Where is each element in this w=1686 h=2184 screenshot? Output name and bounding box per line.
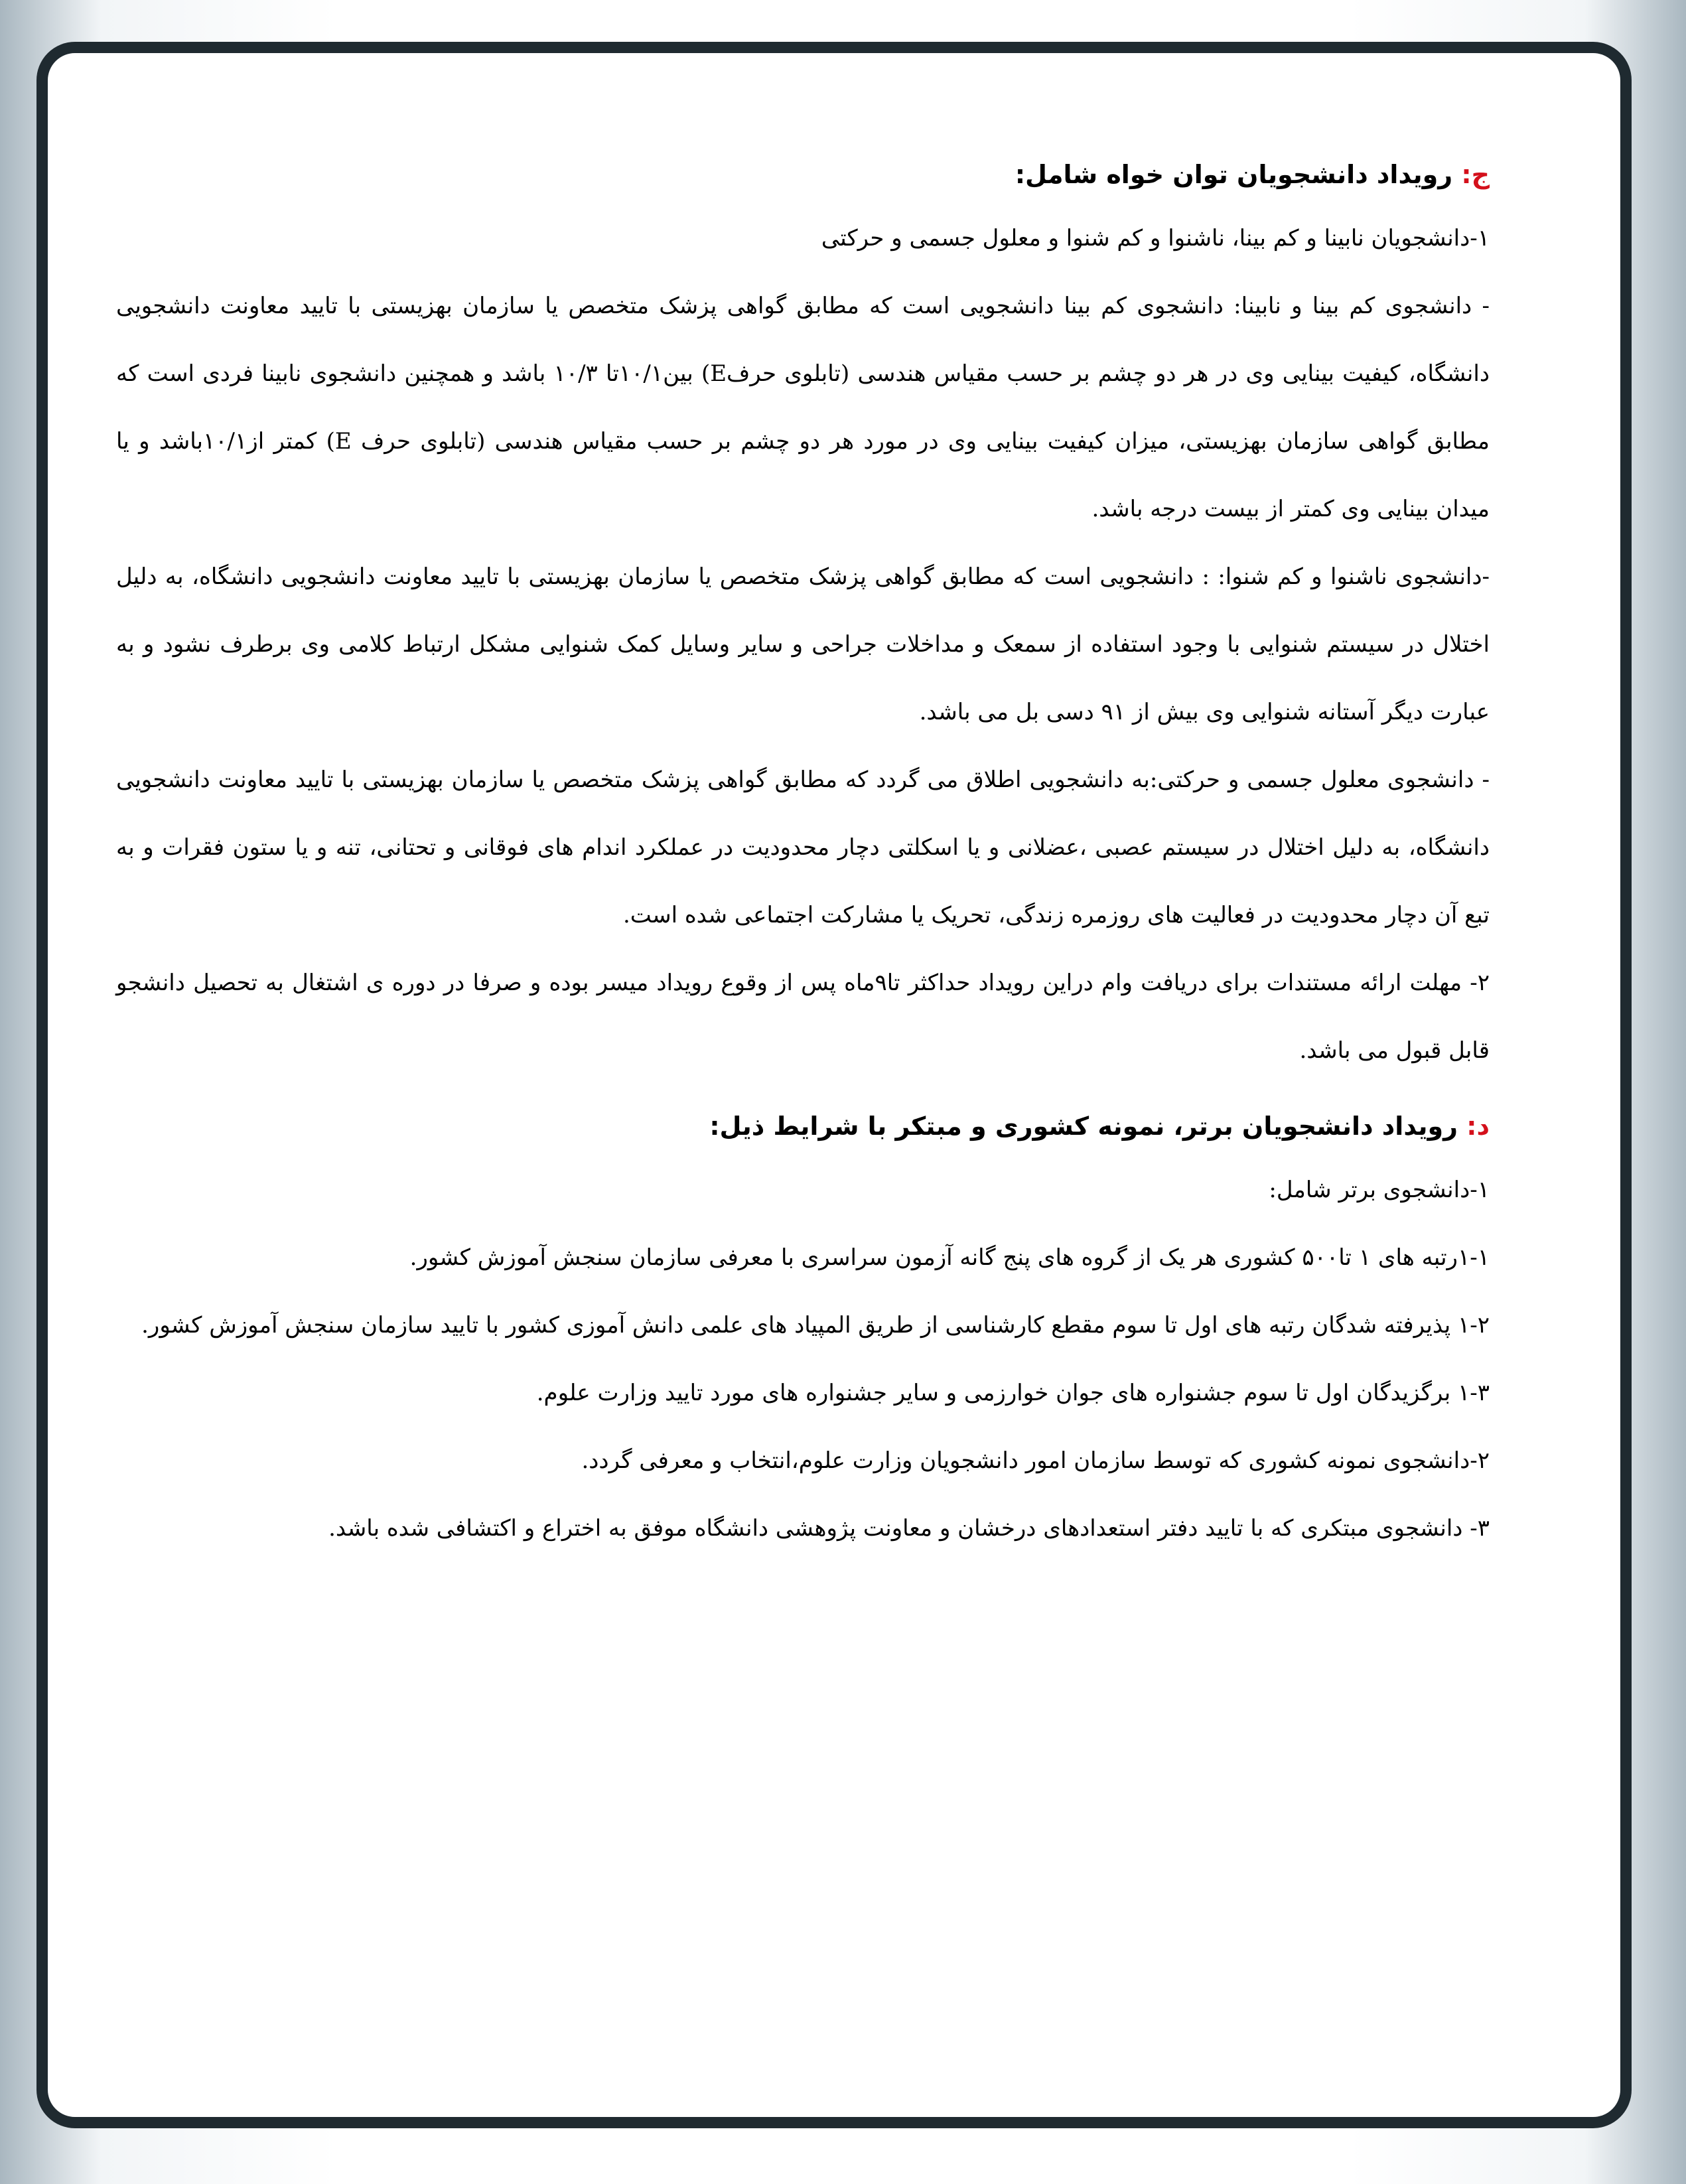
paragraph: ۱-دانشجویان نابینا و کم بینا، ناشنوا و کم شنوا و معلول جسمی و حرکتی: [821, 225, 1490, 252]
document-body: [116, 145, 1490, 1562]
paragraph: ۱-۲ پذیرفته شدگان رتبه های اول تا سوم مقطع کارشناسی از طریق المپیاد های علمی دانش آموزی کشور با تایید سازمان سنجش آموزش کشور.: [141, 1312, 1490, 1339]
paragraph: ۱-۱رتبه های ۱ تا۵۰۰ کشوری هر یک از گروه های پنج گانه آزمون سراسری با معرفی سازمان سنجش آموزش کشور.: [409, 1244, 1490, 1271]
section-separator-d: :: [1466, 1112, 1477, 1141]
paragraph: - دانشجوی کم بینا و نابینا: دانشجوی کم بینا دانشجویی است که مطابق گواهی پزشک متخصص یا سازمان بهزیستی با تایید معاونت دانشجویی دانشگاه، کیفیت بینایی وی در هر دو چشم بر حسب مقیاس هندسی (تابلوی حرفE) بین۱۰/۱تا ۱۰/۳ باشد و همچنین دانشجوی نابینا فردی است که مطابق گواهی سازمان بهزیستی، میزان کیفیت بینایی وی در مورد هر دو چشم بر حسب مقیاس هندسی (تابلوی حرف E) کمتر از۱۰/۱باشد و یا میدان بینایی وی کمتر از بیست درجه باشد.: [116, 293, 1490, 522]
paragraph: ۳- دانشجوی مبتکری که با تایید دفتر استعدادهای درخشان و معاونت پژوهشی دانشگاه موفق به اختراع و اکتشافی شده باشد.: [328, 1515, 1490, 1542]
section-separator-j: :: [1461, 160, 1472, 189]
paragraph: ۱-دانشجوی برتر شامل:: [1269, 1177, 1490, 1203]
section-letter-d: د: [1476, 1112, 1490, 1141]
paragraph: ۱-۳ برگزیدگان اول تا سوم جشنواره های جوان خوارزمی و سایر جشنواره های مورد تایید وزارت علوم.: [536, 1380, 1490, 1406]
section-heading-j: [116, 145, 1490, 204]
section-title-j: رویداد دانشجویان توان خواه شامل:: [1015, 160, 1462, 189]
section-letter-j: ج: [1471, 160, 1490, 189]
paragraph: - دانشجوی معلول جسمی و حرکتی:به دانشجویی اطلاق می گردد که مطابق گواهی پزشک متخصص یا سازمان بهزیستی با تایید معاونت دانشجویی دانشگاه، به دلیل اختلال در سیستم عصبی ،عضلانی و یا اسکلتی دچار محدودیت در عملکرد اندام های فوقانی و تحتانی، تنه و یا ستون فقرات و به تبع آن دچار محدودیت در فعالیت های روزمره زندگی، تحریک یا مشارکت اجتماعی شده است.: [116, 766, 1490, 928]
section-title-d: رویداد دانشجویان برتر، نمونه کشوری و مبتکر با شرایط ذیل:: [709, 1112, 1467, 1141]
paragraph: ۲- مهلت ارائه مستندات برای دریافت وام دراین رویداد حداکثر تا۹ماه پس از وقوع رویداد میسر بوده و صرفا در دوره ی اشتغال به تحصیل دانشجو قابل قبول می باشد.: [116, 970, 1490, 1064]
paragraph: ۲-دانشجوی نمونه کشوری که توسط سازمان امور دانشجویان وزارت علوم،انتخاب و معرفی گردد.: [581, 1447, 1490, 1474]
section-heading-d: [116, 1096, 1490, 1156]
paragraph: -دانشجوی ناشنوا و کم شنوا: : دانشجویی است که مطابق گواهی پزشک متخصص یا سازمان بهزیستی با تایید معاونت دانشجویی دانشگاه، به دلیل اختلال در سیستم شنوایی با وجود استفاده از سمعک و مداخلات جراحی و سایر وسایل کمک شنوایی مشکل ارتباط کلامی وی برطرف نشود و به عبارت دیگر آستانه شنوایی وی بیش از ۹۱ دسی بل می باشد.: [116, 563, 1490, 725]
